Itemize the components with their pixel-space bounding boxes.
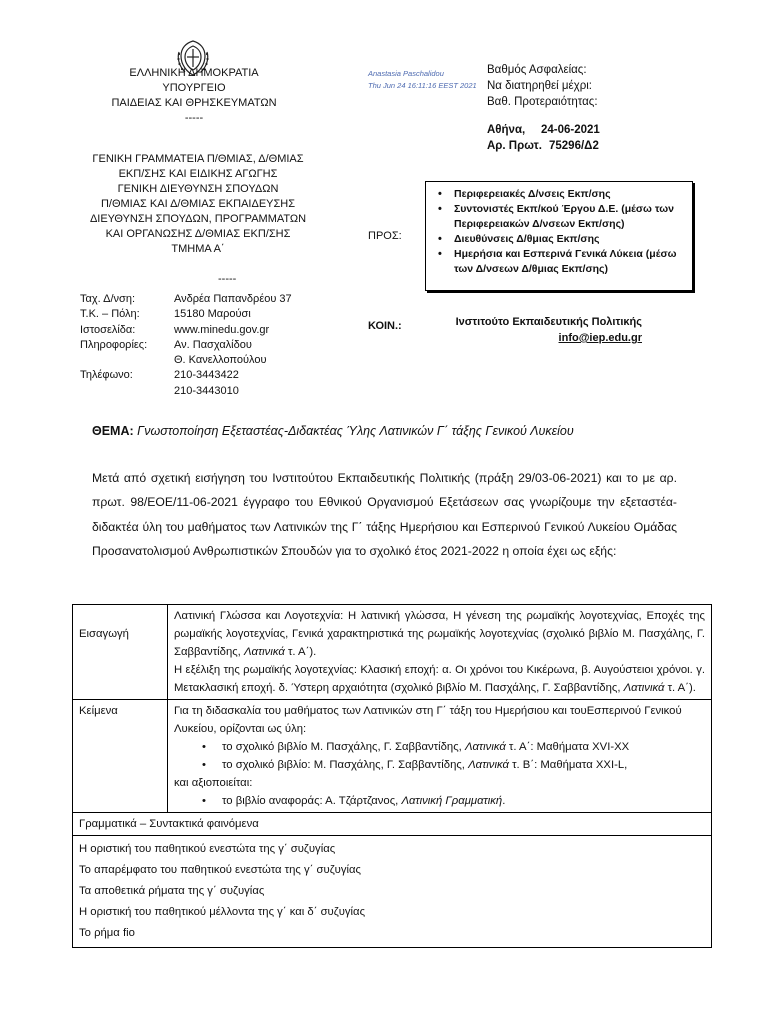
table-row [73, 813, 712, 836]
table-row [73, 700, 712, 813]
subject-line [92, 424, 574, 438]
contact-label [80, 384, 174, 399]
recipients-box [425, 181, 693, 291]
contact-value: 210-3443422 [174, 369, 239, 382]
department-line: ΤΜΗΜΑ Α΄ [171, 243, 225, 255]
security-line: Βαθμός Ασφαλείας: [487, 64, 587, 76]
texts-paragraph: Για τη διδασκαλία του μαθήματος των Λατινικών στη Γ΄ τάξη του Ημερήσιου και τουΕσπερινού Γενικού Λυκείου, ορίζονται ως ύλη: [174, 705, 682, 735]
subject-label: ΘΕΜΑ: [92, 424, 134, 438]
body-text: Μετά από σχετική εισήγηση του Ινστιτούτου Εκπαιδευτικής Πολιτικής (πράξη 29/03-06-2021) και το με αρ. πρωτ. 98/ΕΟΕ/11-06-2021 έγγραφο του Εθνικού Οργανισμού Εξετάσεων σας γνωρίζουμε την εξεταστέα-διδακτέα ύλη του μαθήματος των Λατινικών της Γ΄ τάξης Ημερήσιου και Εσπερινού Γενικού Λυκείου Ομάδας Προσανατολισμού Ανθρωπιστικών Σπουδών για το σχολικό έτος 2021-2022 η οποία έχει ως εξής: [92, 471, 677, 558]
contact-row [80, 338, 292, 353]
grammar-item: Το απαρέμφατο του παθητικού ενεστώτα της γ΄ συζυγίας [79, 864, 361, 876]
table-row [73, 605, 712, 700]
cc-recipient [450, 314, 642, 346]
department-line: Π/ΘΜΙΑΣ ΚΑΙ Δ/ΘΜΙΑΣ ΕΚΠΑΙΔΕΥΣΗΣ [100, 198, 296, 210]
ministry-line: ----- [184, 112, 204, 124]
protocol-value: 75296/Δ2 [549, 140, 599, 152]
intro-paragraph: Η εξέλιξη της ρωμαϊκής λογοτεχνίας: Κλασική εποχή: α. Οι χρόνοι του Κικέρωνα, β. Αυγούστειοι χρόνοι. γ. Μετακλασική εποχή. δ. Ύστερη αρχαιότητα (σχολικό βιβλίο Μ. Πασχάλης, Γ. Σαββαντίδης, Λατινικά τ. Α΄). [174, 664, 705, 694]
table-cell [168, 605, 712, 700]
ministry-line: ΠΑΙΔΕΙΑΣ ΚΑΙ ΘΡΗΣΚΕΥΜΑΤΩΝ [111, 97, 277, 109]
list-item: • το σχολικό βιβλίο: Μ. Πασχάλης, Γ. Σαββαντίδης, Λατινικά τ. Β΄: Μαθήματα XXI-L, [222, 756, 705, 774]
recipients-list [436, 187, 686, 277]
grammar-item: Η οριστική του παθητικού ενεστώτα της γ΄ συζυγίας [79, 843, 336, 855]
security-line: Βαθ. Προτεραιότητας: [487, 96, 598, 108]
texts-paragraph: και αξιοποιείται: [174, 777, 253, 789]
date-protocol [487, 122, 600, 154]
cc-email-link[interactable]: info@iep.edu.gr [558, 332, 642, 344]
recipient-item: • Ημερήσια και Εσπερινά Γενικά Λύκεια (μέσω των Δ/νσεων Δ/θμιας Εκπ/σης) [454, 247, 686, 277]
to-label: ΠΡΟΣ: [368, 230, 402, 242]
department-header [68, 152, 328, 287]
intro-paragraph: Λατινική Γλώσσα και Λογοτεχνία: Η λατινική γλώσσα, Η γένεση της ρωμαϊκής λογοτεχνίας, Εποχές της ρωμαϊκής λογοτεχνίας, Γενικά χαρακτηριστικά της ρωμαϊκής λογοτεχνίας (σχολικό βιβλίο Μ. Πασχάλης, Γ. Σαββαντίδης, Λατινικά τ. Α΄). [174, 610, 705, 658]
grammar-heading: Γραμματικά – Συντακτικά φαινόμενα [73, 813, 712, 836]
body-paragraph [92, 466, 677, 563]
contact-row [80, 323, 292, 338]
contact-row [80, 384, 292, 399]
department-line: ΕΚΠ/ΣΗΣ ΚΑΙ ΕΙΔΙΚΗΣ ΑΓΩΓΗΣ [118, 168, 278, 180]
list-item: • το βιβλίο αναφοράς: Α. Τζάρτζανος, Λατινική Γραμματική. [222, 792, 705, 810]
department-line [68, 257, 328, 272]
contact-label: Τ.Κ. – Πόλη: [80, 308, 140, 321]
recipient-item: • Περιφερειακές Δ/νσεις Εκπ/σης [454, 187, 686, 202]
contact-label: Τηλέφωνο: [80, 369, 133, 382]
ministry-header [80, 66, 308, 126]
contact-info [80, 292, 292, 399]
signature-name: Anastasia Paschalidou [368, 69, 444, 78]
subject-text: Γνωστοποίηση Εξεταστέας-Διδακτέας Ύλης Λατινικών Γ΄ τάξης Γενικού Λυκείου [137, 424, 574, 438]
recipient-item: • Διευθύνσεις Δ/θμιας Εκπ/σης [454, 232, 686, 247]
contact-label: Ιστοσελίδα: [80, 323, 136, 336]
row-heading: Εισαγωγή [73, 605, 168, 700]
table-row [73, 836, 712, 948]
department-line: ----- [218, 273, 237, 285]
contact-label: Ταχ. Δ/νση: [80, 293, 136, 305]
contact-value: Ανδρέα Παπανδρέου 37 [174, 293, 292, 305]
list-item: • το σχολικό βιβλίο Μ. Πασχάλης, Γ. Σαββαντίδης, Λατινικά τ. Α΄: Μαθήματα XVI-XX [222, 738, 705, 756]
ministry-line: ΕΛΛΗΝΙΚΗ ΔΗΜΟΚΡΑΤΙΑ [129, 67, 259, 79]
grammar-item: Τα αποθετικά ρήματα της γ΄ συζυγίας [79, 885, 265, 897]
department-line: ΓΕΝΙΚΗ ΔΙΕΥΘΥΝΣΗ ΣΠΟΥΔΩΝ [117, 183, 279, 195]
contact-value: 210-3443010 [174, 384, 239, 397]
grammar-item: Η οριστική του παθητικού μέλλοντα της γ΄ και δ΄ συζυγίας [79, 906, 366, 918]
security-line: Να διατηρηθεί μέχρι: [487, 80, 592, 92]
date-value: 24-06-2021 [541, 124, 600, 136]
cc-organization: Ινστιτούτο Εκπαιδευτικής Πολιτικής [455, 316, 642, 328]
protocol-label: Αρ. Πρωτ. [487, 140, 542, 152]
contact-label [80, 353, 174, 368]
contact-value: Αν. Πασχαλίδου [174, 338, 252, 351]
security-info [487, 62, 598, 110]
ministry-line: ΥΠΟΥΡΓΕΙΟ [162, 82, 226, 94]
syllabus-table [72, 604, 712, 948]
department-line: ΔΙΕΥΘΥΝΣΗ ΣΠΟΥΔΩΝ, ΠΡΟΓΡΑΜΜΑΤΩΝ [89, 213, 307, 225]
website-link[interactable]: www.minedu.gov.gr [174, 323, 270, 336]
contact-row [80, 307, 292, 322]
grammar-cell [73, 836, 712, 948]
table-cell [168, 700, 712, 813]
contact-label: Πληροφορίες: [80, 338, 148, 351]
signature-date: Thu Jun 24 16:11:16 EEST 2021 [368, 81, 477, 90]
texts-list [174, 792, 705, 810]
department-line: ΓΕΝΙΚΗ ΓΡΑΜΜΑΤΕΙΑ Π/ΘΜΙΑΣ, Δ/ΘΜΙΑΣ [92, 153, 304, 165]
grammar-item: Το ρήμα fio [79, 927, 135, 939]
digital-signature-stamp [368, 68, 488, 92]
row-heading: Κείμενα [73, 700, 168, 813]
department-line: ΚΑΙ ΟΡΓΑΝΩΣΗΣ Δ/ΘΜΙΑΣ ΕΚΠ/ΣΗΣ [105, 228, 291, 240]
contact-value: Θ. Κανελλοπούλου [174, 354, 267, 367]
contact-row [80, 368, 292, 383]
texts-list [174, 738, 705, 774]
contact-row [80, 353, 292, 368]
cc-label: ΚΟΙΝ.: [368, 320, 402, 332]
recipient-item: • Συντονιστές Εκπ/κού Έργου Δ.Ε. (μέσω των Περιφερειακών Δ/νσεων Εκπ/σης) [454, 202, 686, 232]
date-label: Αθήνα, [487, 124, 526, 136]
contact-value: 15180 Μαρούσι [174, 308, 251, 321]
contact-row [80, 292, 292, 307]
